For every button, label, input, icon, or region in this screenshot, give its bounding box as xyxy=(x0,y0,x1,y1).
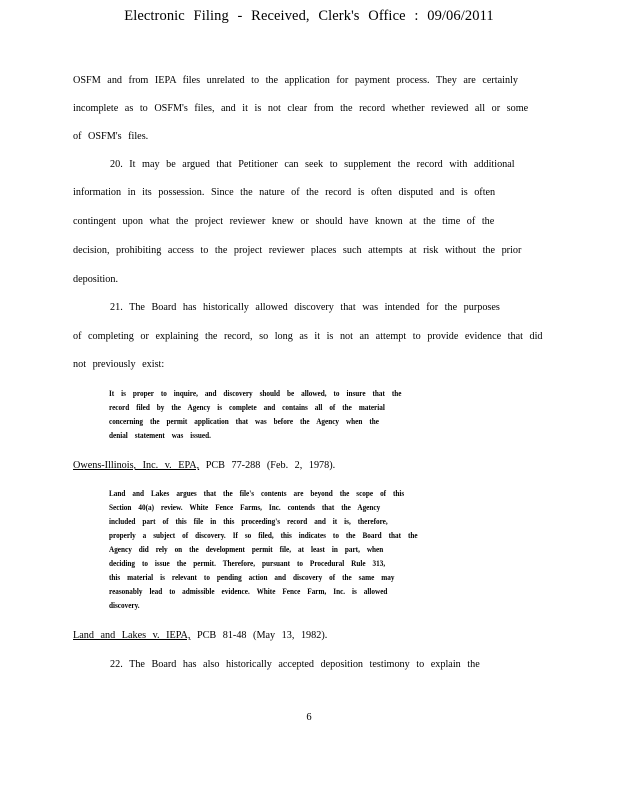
text-line: of OSFM's files. xyxy=(73,131,149,142)
paragraph-22-start: 22. The Board has also historically accepted deposition testimony to explain the xyxy=(110,659,480,670)
text-line: deposition. xyxy=(73,274,118,285)
case-name: Owens-Illinois, Inc. v. EPA, xyxy=(73,460,200,471)
block-quote-line: discovery. xyxy=(109,601,140,610)
text-line: not previously exist: xyxy=(73,359,165,370)
text-line: information in its possession. Since the nature of the record is often disputed and is often xyxy=(73,187,496,198)
text-line: contingent upon what the project reviewer knew or should have known at the time of the xyxy=(73,216,495,227)
page-number: 6 xyxy=(306,712,312,723)
document-header: Electronic Filing - Received, Clerk's Office : 09/06/2011 xyxy=(124,8,494,24)
block-quote-line: Section 40(a) review. White Fence Farms, Inc. contends that the Agency xyxy=(109,503,381,512)
citation-owens-illinois xyxy=(73,460,335,471)
paragraph-20-start: 20. It may be argued that Petitioner can seek to supplement the record with additional xyxy=(110,159,515,170)
citation-land-and-lakes xyxy=(73,630,327,641)
block-quote-line: concerning the permit application that was before the Agency when the xyxy=(109,417,379,426)
text-line: OSFM and from IEPA files unrelated to the application for payment process. They are certainly xyxy=(73,75,519,86)
block-quote-line: reasonably lead to admissible evidence. White Fence Farm, Inc. is allowed xyxy=(109,587,388,596)
case-name: Land and Lakes v. IEPA, xyxy=(73,630,191,641)
block-quote-line: Agency did rely on the development permit file, at least in part, when xyxy=(109,545,384,554)
text-line: incomplete as to OSFM's files, and it is not clear from the record whether reviewed all or some xyxy=(73,103,529,114)
block-quote-line: included part of this file in this proceeding's record and it is, therefore, xyxy=(109,517,388,526)
text-line: of completing or explaining the record, so long as it is not an attempt to provide evidence that did xyxy=(73,331,543,342)
block-quote-line: record filed by the Agency is complete and contains all of the material xyxy=(109,403,385,412)
block-quote-line: Land and Lakes argues that the file's contents are beyond the scope of this xyxy=(109,489,405,498)
case-reference: PCB 77-288 (Feb. 2, 1978). xyxy=(199,460,336,471)
block-quote-line: denial statement was issued. xyxy=(109,431,211,440)
block-quote-line: deciding to issue the permit. Therefore, pursuant to Procedural Rule 313, xyxy=(109,559,386,568)
block-quote-line: properly a subject of discovery. If so filed, this indicates to the Board that the xyxy=(109,531,418,540)
case-reference: PCB 81-48 (May 13, 1982). xyxy=(190,630,328,641)
paragraph-21-start: 21. The Board has historically allowed discovery that was intended for the purposes xyxy=(110,302,500,313)
block-quote-line: this material is relevant to pending action and discovery of the same may xyxy=(109,573,395,582)
text-line: decision, prohibiting access to the project reviewer places such attempts at risk without the prior xyxy=(73,245,522,256)
block-quote-line: It is proper to inquire, and discovery should be allowed, to insure that the xyxy=(109,389,402,398)
